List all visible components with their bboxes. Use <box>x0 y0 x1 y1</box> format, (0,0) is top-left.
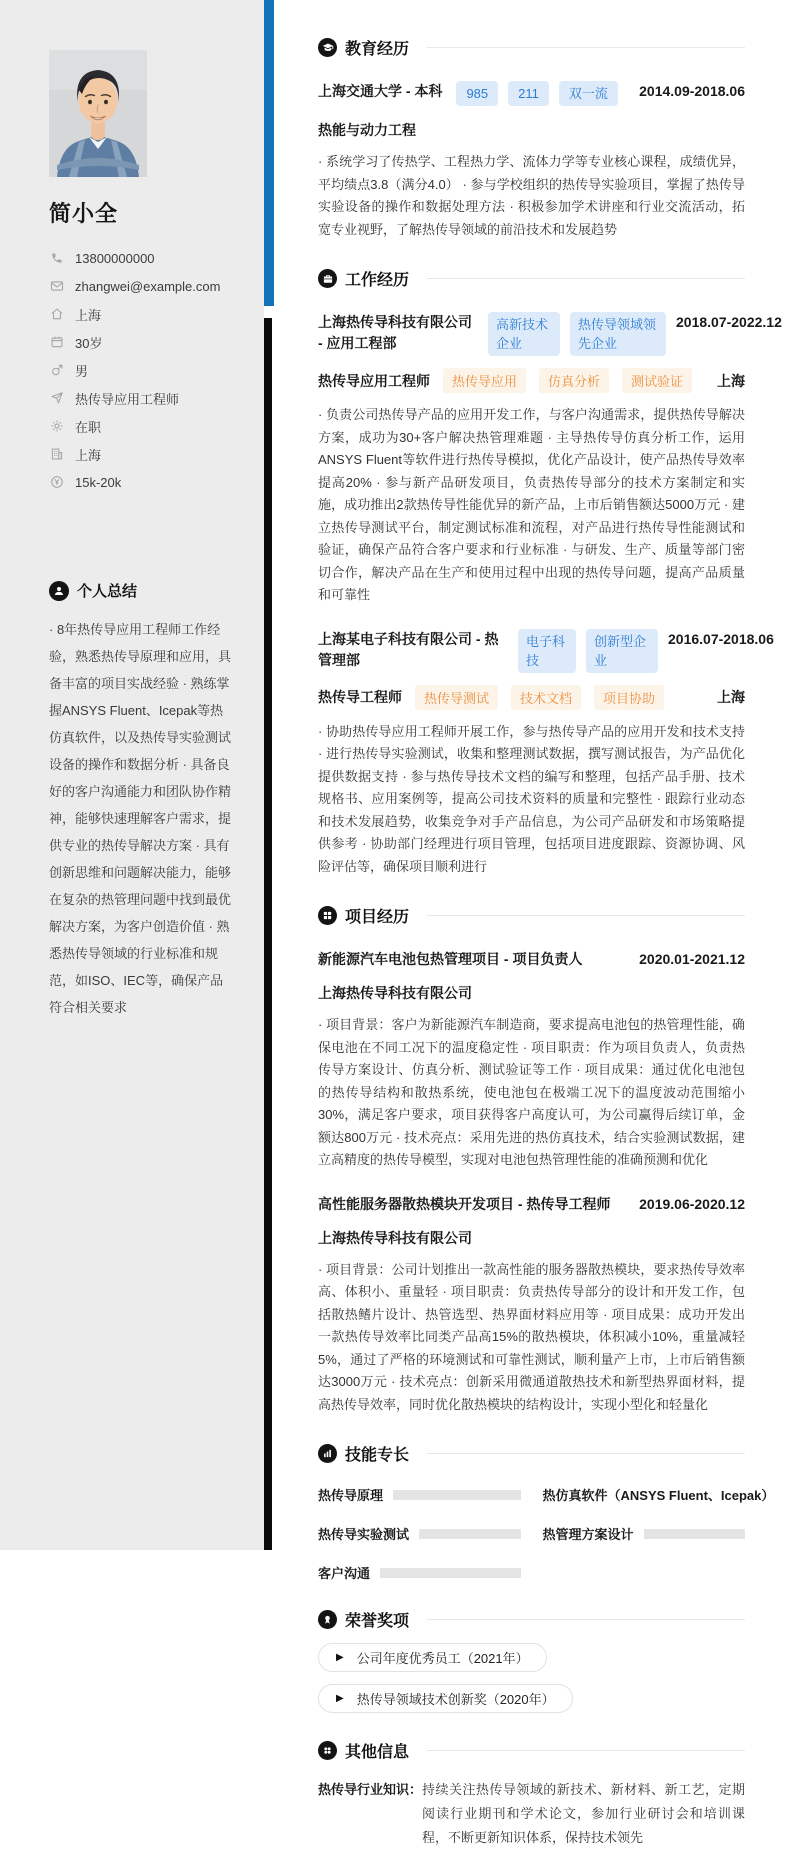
education-description: · 系统学习了传热学、工程热力学、流体力学等专业核心课程，成绩优异，平均绩点3.8（满分4.0） · 参与学校组织的热传导实验项目，掌握了热传导实验设备的操作和数据处理方法 · 积极参加学术讲座和行业交流活动，拓宽专业视野，了解热传导领域的前沿技术和发展趋势 <box>318 154 745 237</box>
work-section <box>318 267 782 878</box>
industry-knowledge-row <box>318 1778 745 1850</box>
bar-chart-icon <box>318 1444 337 1463</box>
header-rule <box>427 915 745 916</box>
accent-bar-blue <box>264 0 274 306</box>
project1-company: 上海热传导科技有限公司 <box>318 985 472 1001</box>
company-tags <box>518 629 658 673</box>
graduation-cap-icon <box>318 38 337 57</box>
age-icon <box>49 335 64 350</box>
education-entry-head <box>318 81 745 106</box>
job2-date: 2016.07-2018.06 <box>668 630 774 647</box>
role-tag: 热传导测试 <box>415 685 498 710</box>
mail-icon <box>49 279 64 294</box>
profile-photo <box>49 50 147 177</box>
contact-status <box>49 412 234 440</box>
honors-header <box>318 1608 745 1631</box>
project2-head <box>318 1194 745 1215</box>
major-name: 热能与动力工程 <box>318 122 416 138</box>
school-tag: 双一流 <box>559 81 618 106</box>
education-header <box>318 36 745 59</box>
contact-job-title <box>49 384 234 412</box>
job1-role: 热传导应用工程师 <box>318 372 430 389</box>
job2-role: 热传导工程师 <box>318 689 402 705</box>
role-tag: 仿真分析 <box>539 368 609 393</box>
skills-grid <box>318 1485 775 1602</box>
contact-location <box>49 300 234 328</box>
project-entry-1 <box>318 949 745 1172</box>
gender-icon <box>49 363 64 378</box>
job2-head <box>318 629 774 673</box>
school-tags <box>456 81 617 106</box>
sidebar <box>0 0 264 1550</box>
briefcase-icon <box>318 269 337 288</box>
industry-knowledge-text: 持续关注热传导领域的新技术、新材料、新工艺，定期阅读行业期刊和学术论文，参加行业研讨会和培训课程，不断更新知识体系，保持技术领先 <box>422 1782 745 1845</box>
skill-item <box>318 1563 521 1582</box>
skill-item <box>542 1485 775 1504</box>
contact-salary-text: 15k-20k <box>75 474 122 490</box>
company-tag: 创新型企业 <box>586 629 658 673</box>
industry-knowledge-label: 热传导行业知识： <box>318 1782 423 1797</box>
job2-location: 上海 <box>717 689 745 705</box>
skill-item <box>318 1524 521 1543</box>
skill-name: 客户沟通 <box>318 1566 371 1581</box>
education-section <box>318 36 745 241</box>
job1-description: · 负责公司热传导产品的应用开发工作，与客户沟通需求，提供热传导解决方案，成功为30+客户解决热管理难题 · 主导热传导仿真分析工作，运用ANSYS Fluent等软件进行热传导模拟，优化产品设计，使产品热传导效率提高20% · 参与新产品研发项目，负责热传导部分的技术方案制定和实施，成功推出2款热传导性能优异的新产品，上市后销售额达5000万元 · 建立热传导测试平台，制定测试标准和流程，对产品进行热传导性能测试和验证，确保产品符合客户要求和行业标准 · 与研发、生产、质量等部门密切合作，解决产品在生产和使用过程中出现的热传导问题，提高产品质量和可靠性 <box>318 407 745 602</box>
skills-section <box>318 1442 775 1602</box>
project-entry-2 <box>318 1194 745 1417</box>
work-header <box>318 267 745 290</box>
contact-phone-text: 13800000000 <box>75 250 155 266</box>
honor-pill[interactable] <box>318 1684 573 1713</box>
other-info-title: 其他信息 <box>345 1744 410 1761</box>
education-title: 教育经历 <box>345 41 410 58</box>
skills-title: 技能专长 <box>345 1447 410 1464</box>
other-info-header <box>318 1739 745 1762</box>
contact-gender-text: 男 <box>75 363 89 379</box>
job1-role-row <box>318 368 745 393</box>
contact-list <box>49 244 234 496</box>
header-rule <box>427 1750 745 1751</box>
job2-description: · 协助热传导应用工程师开展工作，参与热传导产品的应用开发和技术支持 · 进行热传导实验测试，收集和整理测试数据，撰写测试报告，为产品优化提供数据支持 · 参与热传导技术文档的编写和整理，包括产品手册、技术规格书、应用案例等，提高公司技术资料的质量和完整性 · 跟踪行业动态和技术发展趋势，收集竞争对手产品信息，为公司产品研发和市场策略提供参考 · 协助部门经理进行项目管理，包括项目进度跟踪、资源协调、风险评估等，确保项目顺利进行 <box>318 723 745 874</box>
skill-bar <box>419 1529 520 1539</box>
personal-summary-text: · 8年热传导应用工程师工作经验，熟悉热传导原理和应用，具备丰富的项目实战经验 · 熟练掌握ANSYS Fluent、Icepak等热仿真软件，以及热传导实验测试设备的操作和数据分析 · 具备良好的客户沟通能力和团队协作精神，能够快速理解客户需求，提供专业的热传导解决方案 · 具有创新思维和问题解决能力，能够在复杂的热管理问题中找到最优解决方案，为客户创造价值 · 熟悉热传导领域的行业标准和规范，如ISO、IEC等，确保产品符合相关要求 <box>49 622 232 1015</box>
contact-email <box>49 272 234 300</box>
contact-gender <box>49 356 234 384</box>
play-icon: ▶ <box>336 1692 344 1704</box>
header-rule <box>427 278 745 279</box>
resume-main <box>264 0 794 1845</box>
candidate-name: 简小全 <box>49 201 119 226</box>
home-icon <box>49 307 64 322</box>
project1-head <box>318 949 745 970</box>
role-tag: 项目协助 <box>594 685 664 710</box>
projects-title: 项目经历 <box>345 909 410 926</box>
project1-name: 新能源汽车电池包热管理项目 - 项目负责人 <box>318 951 583 967</box>
honor-row <box>318 1643 745 1672</box>
company-name: 上海热传导科技有限公司 - 应用工程部 <box>318 314 472 351</box>
contact-city <box>49 440 234 468</box>
skill-name: 热管理方案设计 <box>542 1527 634 1542</box>
honors-section <box>318 1608 745 1713</box>
project2-company: 上海热传导科技有限公司 <box>318 1229 472 1246</box>
skill-name: 热传导原理 <box>318 1488 384 1503</box>
education-date: 2014.09-2018.06 <box>639 83 745 99</box>
contact-email-text: zhangwei@example.com <box>75 278 221 294</box>
company-tags <box>488 312 666 356</box>
honors-title: 荣誉奖项 <box>345 1613 410 1630</box>
school-tag: 211 <box>508 81 549 106</box>
accent-bar-black <box>264 318 272 1550</box>
project2-description: · 项目背景：公司计划推出一款高性能的服务器散热模块，要求热传导效率高、体积小、重量轻 · 项目职责：负责热传导部分的设计和开发工作，包括散热鳍片设计、热管选型、热界面材料应用等 · 项目成果：成功开发出一款热传导效率比同类产品高15%的散热模块，体积减小10%，重量减轻5%，通过了严格的环境测试和可靠性测试，顺利量产上市，上市后销售额达3000万元 · 技术亮点：创新采用微通道散热技术和新型热界面材料，提高热传导效率，同时优化散热模块的结构设计，实现小型化和轻量化 <box>318 1261 745 1412</box>
job2-role-row <box>318 685 745 710</box>
skill-name: 热仿真软件（ANSYS Fluent、Icepak） <box>542 1488 775 1503</box>
contact-location-text: 上海 <box>75 307 102 323</box>
job-entry-2 <box>318 629 774 879</box>
company-tag: 电子科技 <box>518 629 576 673</box>
contact-salary <box>49 468 234 496</box>
clover-icon <box>318 1741 337 1760</box>
skill-name: 热传导实验测试 <box>318 1527 410 1542</box>
job1-location: 上海 <box>717 372 745 389</box>
portrait-illustration <box>49 50 147 177</box>
project2-date: 2019.06-2020.12 <box>639 1195 745 1212</box>
contact-city-text: 上海 <box>75 447 102 463</box>
honor-text: 热传导领域技术创新奖（2020年） <box>356 1692 555 1707</box>
contact-age-text: 30岁 <box>75 335 103 351</box>
role-tag: 热传导应用 <box>443 368 526 393</box>
company-tag: 热传导领域领先企业 <box>570 312 666 356</box>
other-info-section <box>318 1739 745 1850</box>
contact-phone <box>49 244 234 272</box>
skill-bar <box>644 1529 745 1539</box>
play-icon: ▶ <box>336 1651 344 1663</box>
school-name: 上海交通大学 - 本科 <box>318 83 443 99</box>
personal-summary-title: 个人总结 <box>77 583 138 600</box>
role-tag: 测试验证 <box>622 368 692 393</box>
grid-icon <box>318 906 337 925</box>
school-tag: 985 <box>456 81 498 106</box>
skill-bar <box>380 1568 520 1578</box>
projects-section <box>318 904 745 1416</box>
project1-description: · 项目背景：客户为新能源汽车制造商，要求提高电池包的热管理性能，确保电池在不同工况下的温度稳定性 · 项目职责：作为项目负责人，负责热传导方案设计、仿真分析、测试验证等工作 · 项目成果：通过优化电池包的热传导结构和散热系统，使电池包在极端工况下的温度波动范围缩小30%，满足客户要求，项目获得客户高度认可，为公司赢得后续订单，金额达800万元 · 技术亮点：采用先进的热仿真技术，结合实验测试数据，建立高精度的热传导模型，实现对电池包热管理性能的准确预测和优化 <box>318 1017 745 1167</box>
title-icon <box>49 391 64 406</box>
header-rule <box>427 1453 745 1454</box>
honor-row <box>318 1684 745 1713</box>
work-title: 工作经历 <box>345 272 410 289</box>
personal-summary-section <box>49 580 234 1021</box>
job1-head <box>318 312 782 356</box>
header-rule <box>427 47 745 48</box>
role-tag: 技术文档 <box>511 685 581 710</box>
project2-name: 高性能服务器散热模块开发项目 - 热传导工程师 <box>318 1195 611 1212</box>
status-gear-icon <box>49 419 64 434</box>
skill-item <box>318 1485 521 1504</box>
person-icon <box>49 581 69 601</box>
header-rule <box>427 1619 745 1620</box>
honor-text: 公司年度优秀员工（2021年） <box>356 1651 529 1666</box>
company-name: 上海某电子科技有限公司 - 热管理部 <box>318 630 499 668</box>
contact-status-text: 在职 <box>75 419 102 435</box>
city-building-icon <box>49 447 64 462</box>
skill-bar <box>393 1490 520 1500</box>
skill-item <box>543 1524 746 1543</box>
company-tag: 高新技术企业 <box>488 312 560 356</box>
projects-header <box>318 904 745 927</box>
job1-date: 2018.07-2022.12 <box>676 314 782 330</box>
medal-icon <box>318 1610 337 1629</box>
job-entry-1 <box>318 312 782 607</box>
contact-job-title-text: 热传导应用工程师 <box>75 391 180 407</box>
honor-pill[interactable] <box>318 1643 547 1672</box>
contact-age <box>49 328 234 356</box>
project1-date: 2020.01-2021.12 <box>639 951 745 967</box>
phone-icon <box>49 251 64 266</box>
salary-icon <box>49 475 64 490</box>
personal-summary-header <box>49 580 234 601</box>
skills-header <box>318 1442 745 1465</box>
